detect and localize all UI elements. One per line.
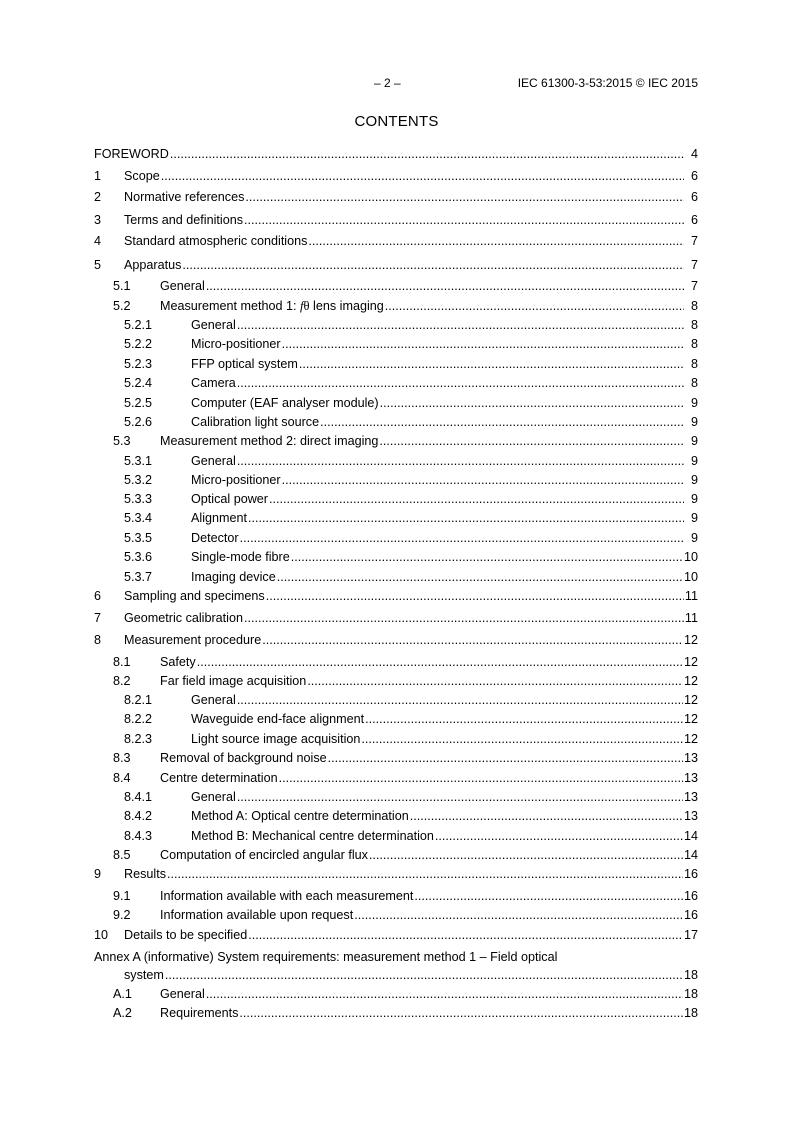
toc-entry-title: General — [191, 318, 236, 332]
toc-entry[interactable] — [0, 588, 793, 604]
dot-leader — [237, 375, 684, 391]
toc-entry[interactable] — [0, 610, 793, 626]
toc-entry-title: FFP optical system — [191, 357, 298, 371]
dot-leader — [277, 569, 684, 585]
toc-entry[interactable] — [0, 278, 793, 294]
toc-entry-number: 5.3 — [113, 434, 131, 448]
dot-leader — [320, 414, 684, 430]
dot-leader — [165, 967, 684, 983]
dot-leader — [240, 530, 684, 546]
dot-leader — [237, 789, 684, 805]
toc-entry-number: 1 — [94, 169, 102, 183]
toc-entry-page: 10 — [683, 570, 698, 584]
toc-entry-title: Camera — [191, 376, 236, 390]
toc-entry[interactable] — [0, 317, 793, 333]
toc-entry-number: 4 — [94, 234, 102, 248]
toc-entry-number: 3 — [94, 213, 102, 227]
dot-leader — [170, 146, 684, 162]
toc-entry[interactable] — [0, 298, 793, 314]
toc-entry[interactable] — [0, 654, 793, 670]
toc-entry-title: Geometric calibration — [124, 611, 243, 625]
toc-entry-title: Waveguide end-face alignment — [191, 712, 365, 726]
toc-entry[interactable] — [0, 414, 793, 430]
toc-entry-title: Details to be specified — [124, 928, 248, 942]
dot-leader — [269, 491, 684, 507]
toc-entry[interactable] — [0, 711, 793, 727]
dot-leader — [379, 433, 684, 449]
toc-entry-number: 6 — [94, 589, 102, 603]
toc-entry[interactable] — [0, 789, 793, 805]
toc-entry-title: Single-mode fibre — [191, 550, 290, 564]
toc-entry-number: 5.3.6 — [124, 550, 153, 564]
toc-entry-number: A.2 — [113, 1006, 132, 1020]
toc-entry-title: Measurement method 2: direct imaging — [160, 434, 379, 448]
toc-entry-number: 9 — [94, 867, 102, 881]
toc-entry[interactable] — [0, 146, 793, 162]
toc-entry-page: 9 — [690, 473, 698, 487]
toc-entry[interactable] — [0, 530, 793, 546]
toc-entry[interactable] — [0, 673, 793, 689]
toc-entry-page: 13 — [683, 771, 698, 785]
toc-entry-page: 12 — [683, 655, 698, 669]
toc-entry-page: 7 — [690, 258, 698, 272]
toc-entry-page: 12 — [683, 732, 698, 746]
toc-entry-title: Apparatus — [124, 258, 182, 272]
toc-entry-title-continued: system — [124, 968, 164, 982]
toc-entry-title: Optical power — [191, 492, 268, 506]
toc-entry-title: Information available upon request — [160, 908, 354, 922]
toc-entry-title: Normative references — [124, 190, 245, 204]
toc-entry[interactable] — [0, 395, 793, 411]
toc-entry-number: A.1 — [113, 987, 132, 1001]
dot-leader — [206, 986, 684, 1002]
toc-entry-page: 14 — [683, 848, 698, 862]
toc-entry-page: 9 — [690, 415, 698, 429]
toc-entry-title: Micro-positioner — [191, 337, 281, 351]
toc-entry-title: Measurement procedure — [124, 633, 262, 647]
toc-entry-page: 4 — [690, 147, 698, 161]
dot-leader — [266, 588, 684, 604]
dot-leader — [414, 888, 684, 904]
toc-entry-page: 16 — [683, 889, 698, 903]
toc-entry-title: Information available with each measurement — [160, 889, 414, 903]
toc-entry-title: Sampling and specimens — [124, 589, 265, 603]
toc-entry-title: Scope — [124, 169, 160, 183]
toc-entry[interactable] — [0, 632, 793, 648]
document-reference: IEC 61300-3-53:2015 © IEC 2015 — [517, 76, 698, 90]
dot-leader — [435, 828, 684, 844]
toc-entry-title: Terms and definitions — [124, 213, 244, 227]
toc-entry-number: 9.2 — [113, 908, 131, 922]
toc-entry[interactable] — [0, 510, 793, 526]
toc-entry[interactable] — [0, 375, 793, 391]
toc-entry-page: 18 — [683, 987, 698, 1001]
dot-leader — [237, 317, 684, 333]
toc-entry-title: Computation of encircled angular flux — [160, 848, 368, 862]
toc-entry-page: 7 — [690, 234, 698, 248]
toc-entry-title: Removal of background noise — [160, 751, 327, 765]
toc-entry-title: FOREWORD — [94, 147, 169, 161]
toc-entry-page: 18 — [683, 968, 698, 982]
dot-leader — [248, 510, 684, 526]
toc-entry-title: Method A: Optical centre determination — [191, 809, 409, 823]
toc-entry-number: 8.5 — [113, 848, 131, 862]
toc-entry-page: 8 — [690, 357, 698, 371]
toc-entry-title: Centre determination — [160, 771, 278, 785]
toc-entry-title: Measurement method 1: fθ lens imaging — [160, 299, 384, 313]
toc-entry-number: 8.1 — [113, 655, 131, 669]
toc-entry-title: Light source image acquisition — [191, 732, 361, 746]
toc-entry-page: 9 — [690, 454, 698, 468]
toc-entry-number: 8.4.2 — [124, 809, 153, 823]
dot-leader — [245, 189, 684, 205]
dot-leader — [262, 632, 684, 648]
toc-entry[interactable] — [0, 770, 793, 786]
toc-entry-number: 10 — [94, 928, 109, 942]
dot-leader — [282, 472, 684, 488]
toc-entry-page: 6 — [690, 213, 698, 227]
toc-entry[interactable] — [0, 491, 793, 507]
dot-leader — [328, 750, 684, 766]
toc-entry-title: Imaging device — [191, 570, 276, 584]
dot-leader — [248, 927, 684, 943]
toc-entry-number: 5.3.7 — [124, 570, 153, 584]
toc-entry[interactable] — [0, 847, 793, 863]
toc-entry-page: 12 — [683, 633, 698, 647]
toc-entry-page: 6 — [690, 190, 698, 204]
toc-entry-number: 5.1 — [113, 279, 131, 293]
toc-entry-number: 5.3.2 — [124, 473, 153, 487]
toc-entry-page: 14 — [683, 829, 698, 843]
toc-entry[interactable] — [0, 168, 793, 184]
toc-entry-title: Alignment — [191, 511, 248, 525]
toc-entry-number: 8 — [94, 633, 102, 647]
toc-entry-number: 5.2.5 — [124, 396, 153, 410]
toc-entry-number: 8.2.2 — [124, 712, 153, 726]
toc-entry[interactable] — [0, 692, 793, 708]
toc-entry-number: 8.2.1 — [124, 693, 153, 707]
toc-entry-title: Method B: Mechanical centre determination — [191, 829, 434, 843]
dot-leader — [354, 907, 684, 923]
toc-entry[interactable] — [0, 907, 793, 923]
toc-entry[interactable] — [0, 472, 793, 488]
toc-entry-number: 5.2.3 — [124, 357, 153, 371]
dot-leader — [291, 549, 684, 565]
toc-entry[interactable] — [0, 949, 793, 983]
dot-leader — [244, 610, 684, 626]
toc-entry-title: Detector — [191, 531, 239, 545]
dot-leader — [369, 847, 684, 863]
toc-entry-number: 8.4.3 — [124, 829, 153, 843]
toc-entry-number: 8.4 — [113, 771, 131, 785]
toc-entry-title: Far field image acquisition — [160, 674, 307, 688]
toc-entry-title: Computer (EAF analyser module) — [191, 396, 379, 410]
toc-entry-page: 12 — [683, 693, 698, 707]
toc-entry[interactable] — [0, 257, 793, 273]
toc-entry[interactable] — [0, 356, 793, 372]
toc-entry-number: 5.2.4 — [124, 376, 153, 390]
toc-entry-page: 16 — [683, 908, 698, 922]
dot-leader — [239, 1005, 684, 1021]
toc-entry-title: General — [160, 987, 205, 1001]
toc-entry[interactable] — [0, 212, 793, 228]
dot-leader — [380, 395, 684, 411]
toc-entry-number: 5.2 — [113, 299, 131, 313]
toc-entry-number: 8.2.3 — [124, 732, 153, 746]
toc-entry-number: 5 — [94, 258, 102, 272]
dot-leader — [182, 257, 684, 273]
toc-entry-number: 5.2.1 — [124, 318, 153, 332]
dot-leader — [161, 168, 684, 184]
toc-entry-number: 7 — [94, 611, 102, 625]
dot-leader — [299, 356, 684, 372]
toc-entry[interactable] — [0, 927, 793, 943]
toc-entry-page: 8 — [690, 299, 698, 313]
toc-entry-page: 9 — [690, 531, 698, 545]
dot-leader — [365, 711, 684, 727]
toc-entry-page: 8 — [690, 318, 698, 332]
dot-leader — [279, 770, 684, 786]
toc-entry-page: 13 — [683, 751, 698, 765]
toc-entry-title: Safety — [160, 655, 196, 669]
toc-entry-page: 9 — [690, 511, 698, 525]
contents-title: CONTENTS — [354, 113, 439, 130]
dot-leader — [385, 298, 684, 314]
toc-entry[interactable] — [0, 808, 793, 824]
toc-entry[interactable] — [0, 433, 793, 449]
toc-entry-number: 2 — [94, 190, 102, 204]
toc-entry-number: 8.4.1 — [124, 790, 153, 804]
dot-leader — [237, 453, 684, 469]
toc-entry-title: General — [160, 279, 205, 293]
toc-entry-page: 9 — [690, 492, 698, 506]
toc-entry[interactable] — [0, 569, 793, 585]
dot-leader — [244, 212, 684, 228]
toc-entry-page: 10 — [683, 550, 698, 564]
toc-entry-page: 11 — [684, 611, 698, 625]
toc-entry-title: Results — [124, 867, 166, 881]
toc-entry-number: 5.2.6 — [124, 415, 153, 429]
toc-entry-number: 5.2.2 — [124, 337, 153, 351]
toc-entry-page: 13 — [683, 809, 698, 823]
dot-leader — [206, 278, 684, 294]
page-number: – 2 – — [374, 76, 401, 90]
dot-leader — [282, 336, 684, 352]
toc-entry-title: General — [191, 790, 236, 804]
dot-leader — [361, 731, 684, 747]
toc-entry-title: Requirements — [160, 1006, 239, 1020]
toc-entry[interactable] — [0, 1005, 793, 1021]
toc-entry[interactable] — [0, 453, 793, 469]
toc-entry-title: Calibration light source — [191, 415, 320, 429]
toc-entry-page: 8 — [690, 337, 698, 351]
toc-entry-page: 9 — [690, 434, 698, 448]
toc-entry-page: 11 — [684, 589, 698, 603]
toc-entry-number: 9.1 — [113, 889, 131, 903]
toc-entry[interactable] — [0, 336, 793, 352]
dot-leader — [308, 233, 684, 249]
toc-entry[interactable] — [0, 866, 793, 882]
toc-entry-number: 5.3.4 — [124, 511, 153, 525]
toc-entry[interactable] — [0, 750, 793, 766]
toc-entry-number: 5.3.3 — [124, 492, 153, 506]
toc-entry[interactable] — [0, 986, 793, 1002]
toc-entry-title: Annex A (informative) System requirements: measurement method 1 – Field optical — [94, 950, 558, 964]
dot-leader — [307, 673, 684, 689]
toc-entry-title: General — [191, 454, 236, 468]
dot-leader — [410, 808, 684, 824]
dot-leader — [197, 654, 684, 670]
toc-entry[interactable] — [0, 189, 793, 205]
toc-entry-page: 6 — [690, 169, 698, 183]
toc-entry-page: 7 — [690, 279, 698, 293]
toc-entry[interactable] — [0, 888, 793, 904]
toc-entry-number: 5.3.5 — [124, 531, 153, 545]
page-header — [0, 76, 793, 92]
toc-entry-page: 17 — [683, 928, 698, 942]
toc-entry-page: 12 — [683, 674, 698, 688]
dot-leader — [237, 692, 684, 708]
toc-entry[interactable] — [0, 233, 793, 249]
toc-entry[interactable] — [0, 731, 793, 747]
toc-entry-page: 9 — [690, 396, 698, 410]
toc-entry-number: 8.2 — [113, 674, 131, 688]
toc-entry-title: Standard atmospheric conditions — [124, 234, 308, 248]
toc-entry-number: 5.3.1 — [124, 454, 153, 468]
toc-entry-title: General — [191, 693, 236, 707]
toc-entry-page: 13 — [683, 790, 698, 804]
toc-entry-page: 18 — [683, 1006, 698, 1020]
toc-entry-page: 12 — [683, 712, 698, 726]
dot-leader — [167, 866, 684, 882]
toc-entry-page: 16 — [683, 867, 698, 881]
toc-entry-page: 8 — [690, 376, 698, 390]
toc-entry[interactable] — [0, 828, 793, 844]
toc-entry-title: Micro-positioner — [191, 473, 281, 487]
toc-entry[interactable] — [0, 549, 793, 565]
toc-entry-number: 8.3 — [113, 751, 131, 765]
